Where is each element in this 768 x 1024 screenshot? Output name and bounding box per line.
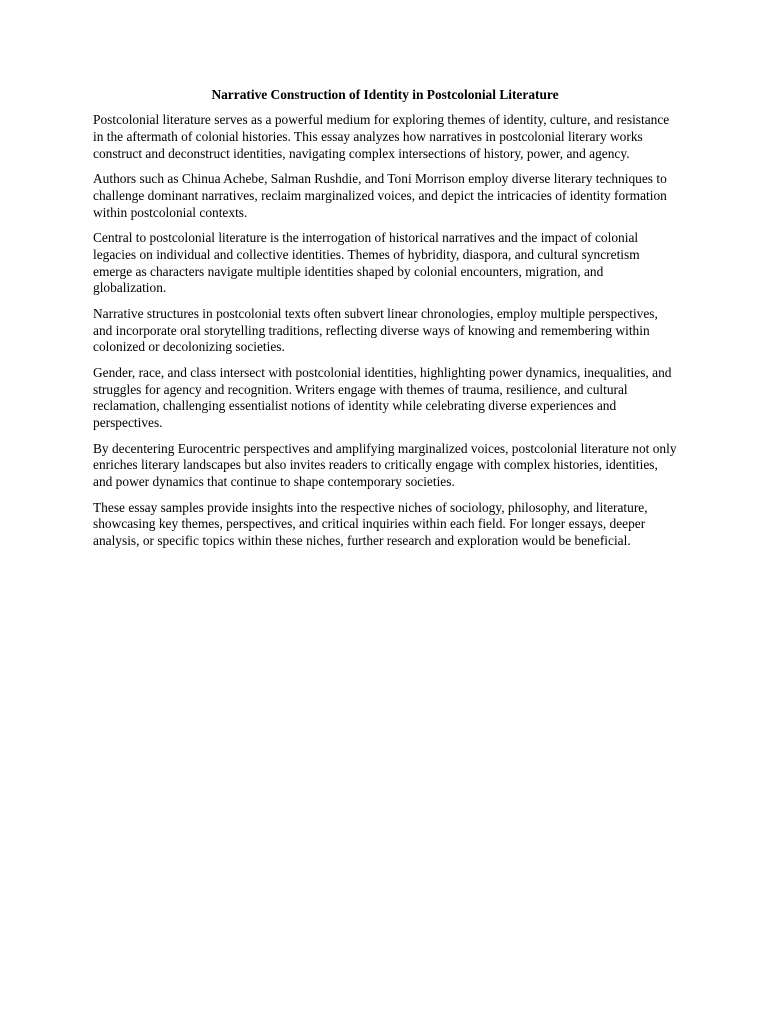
document-title: Narrative Construction of Identity in Postcolonial Literature <box>211 87 559 102</box>
paragraph-1: Postcolonial literature serves as a powerful medium for exploring themes of identity, culture, and resistance in the aftermath of colonial histories. This essay analyzes how narratives in postcolonial literary works construct and deconstruct identities, navigating complex intersections of history, power, and agency. <box>93 112 670 161</box>
paragraph-2: Authors such as Chinua Achebe, Salman Rushdie, and Toni Morrison employ diverse literary techniques to challenge dominant narratives, reclaim marginalized voices, and depict the intricacies of identity formation within postcolonial contexts. <box>93 170 667 220</box>
paragraph-4: Narrative structures in postcolonial texts often subvert linear chronologies, employ multiple perspectives, and incorporate oral storytelling traditions, reflecting diverse ways of knowing and remembering within colonized or decolonizing societies. <box>93 305 658 355</box>
paragraph-5: Gender, race, and class intersect with postcolonial identities, highlighting power dynamics, inequalities, and struggles for agency and recognition. Writers engage with themes of trauma, resilience, and cultural reclamation, challenging essentialist notions of identity while celebrating diverse experiences and perspectives. <box>93 364 672 431</box>
paragraph-3: Central to postcolonial literature is the interrogation of historical narratives and the impact of colonial legacies on individual and collective identities. Themes of hybridity, diaspora, and cultural syncretism emerge as characters navigate multiple identities shaped by colonial encounters, migration, and globalization. <box>93 229 640 296</box>
paragraph-6: By decentering Eurocentric perspectives and amplifying marginalized voices, postcolonial literature not only enriches literary landscapes but also invites readers to critically engage with complex histories, identities, and power dynamics that continue to shape contemporary societies. <box>93 440 677 490</box>
paragraph-7: These essay samples provide insights into the respective niches of sociology, philosophy, and literature, showcasing key themes, perspectives, and critical inquiries within each field. For longer essays, deeper analysis, or specific topics within these niches, further research and exploration would be beneficial. <box>93 499 648 549</box>
document-body <box>93 86 677 558</box>
